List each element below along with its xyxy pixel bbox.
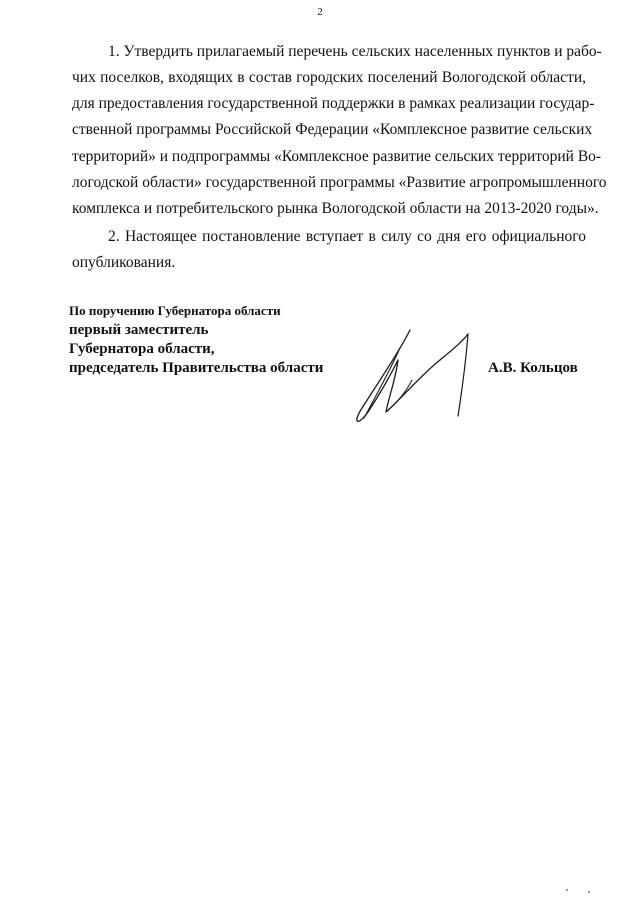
paragraph-1-line: комплекса и потребительского рынка Вологодской области на 2013-2020 годы».: [72, 200, 599, 217]
paragraph-1-line: 1. Утвердить прилагаемый перечень сельских населенных пунктов и рабо-: [108, 43, 602, 60]
paragraph-1-line: ственной программы Российской Федерации «Комплексное развитие сельских: [72, 121, 593, 138]
paragraph-1-line: территорий» и подпрограммы «Комплексное развитие сельских территорий Во-: [72, 148, 602, 165]
paragraph-1-line: логодской области» государственной программы «Развитие агропромышленного: [72, 174, 607, 191]
scan-speck: [566, 889, 568, 891]
signatory-position-line: председатель Правительства области: [69, 360, 324, 376]
paragraph-1-line: чих поселков, входящих в состав городских поселений Вологодской области,: [72, 69, 586, 86]
paragraph-1-line: для предоставления государственной поддержки в рамках реализации государ-: [72, 95, 595, 112]
on-behalf-line: По поручению Губернатора области: [69, 303, 281, 318]
paragraph-2-line: 2. Настоящее постановление вступает в силу со дня его официального: [108, 228, 586, 245]
signatory-position-line: Губернатора области,: [69, 341, 215, 357]
signatory-name: А.В. Кольцов: [488, 360, 578, 376]
page-number: 2: [317, 6, 323, 18]
handwritten-signature: [340, 320, 480, 430]
signatory-position-line: первый заместитель: [69, 322, 209, 338]
scan-speck: [588, 891, 590, 893]
paragraph-2-line: опубликования.: [72, 254, 176, 271]
